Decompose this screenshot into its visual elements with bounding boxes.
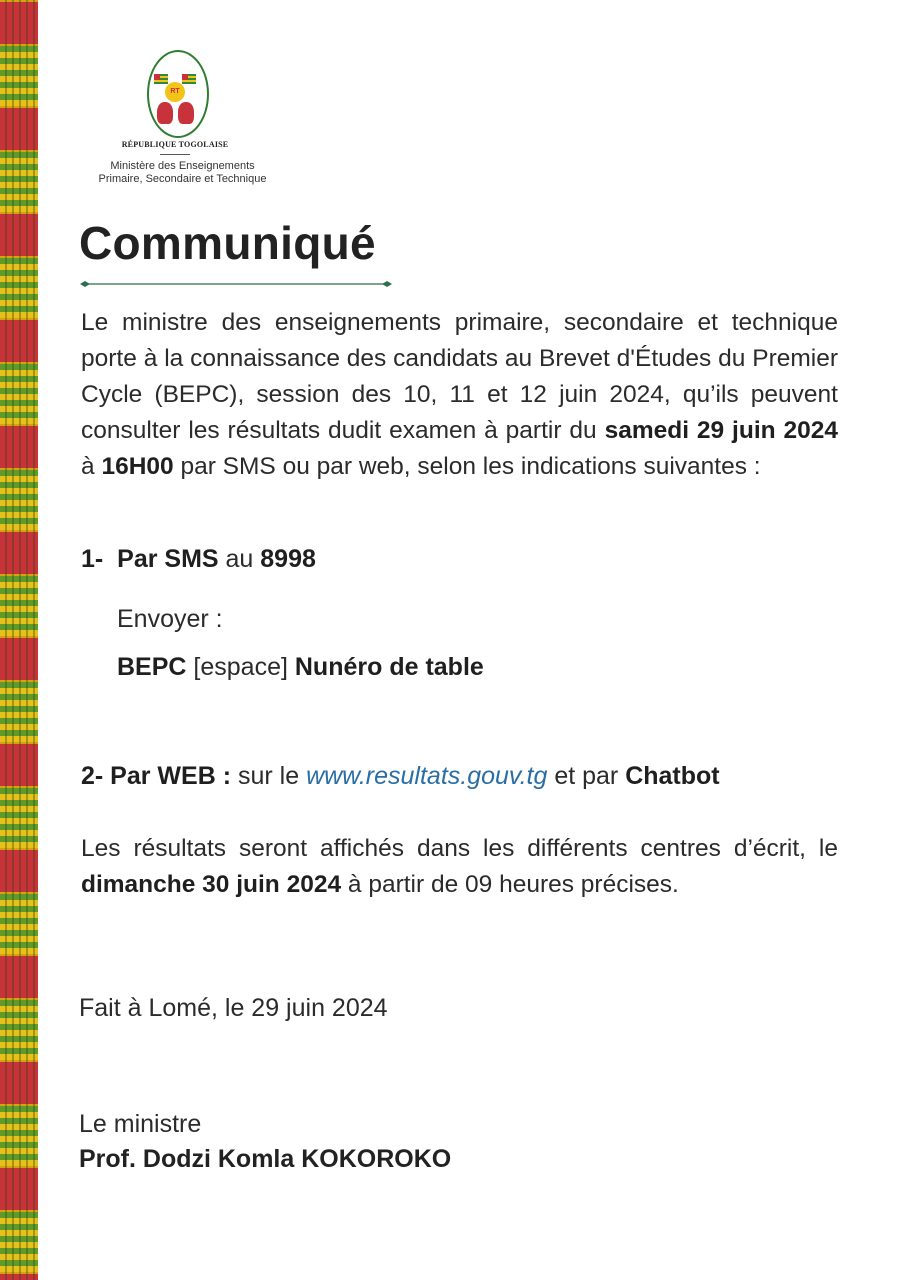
- sms-option: [81, 545, 316, 574]
- flag-icon: [154, 74, 168, 84]
- web-label: 2- Par WEB :: [81, 762, 232, 790]
- flag-icon: [182, 74, 196, 84]
- results-date: samedi 29 juin 2024: [604, 417, 839, 444]
- sms-label: Par SMS: [117, 545, 219, 573]
- sms-number-label: 1-: [81, 545, 104, 573]
- title-underline: [80, 280, 392, 288]
- signatory-name: Prof. Dodzi Komla KOKOROKO: [79, 1145, 452, 1173]
- web-pre: sur le: [231, 762, 307, 790]
- sms-format: [117, 653, 484, 682]
- results-website-link[interactable]: www.resultats.gouv.tg: [306, 762, 548, 790]
- intro-paragraph: [81, 305, 838, 485]
- signatory-role: Le ministre: [79, 1110, 202, 1138]
- sms-keyword: BEPC: [117, 653, 187, 681]
- emblem-divider: [160, 154, 190, 155]
- ministry-line-1: Ministère des Enseignements: [110, 160, 255, 172]
- send-instruction: Envoyer :: [117, 605, 223, 633]
- country-name: RÉPUBLIQUE TOGOLAISE: [121, 140, 229, 149]
- sms-connector: au: [218, 545, 261, 573]
- ministry-name: [80, 160, 285, 186]
- page-title: Communiqué: [79, 217, 376, 269]
- chatbot-label: Chatbot: [625, 762, 720, 790]
- web-mid: et par: [547, 762, 626, 790]
- intro-text: Le ministre des enseignements primaire, secondaire et technique porte à la connaissance des candidats au Brevet d'Études du Premier Cycle (BEPC), session des 10, 11 et 12 juin 2024, qu’ils peuvent consulter les résultats dudit examen à partir du: [81, 309, 838, 444]
- lion-icon: [157, 102, 173, 124]
- sms-space: [espace]: [186, 653, 295, 681]
- shield-icon: RT: [165, 82, 185, 102]
- display-date: dimanche 30 juin 2024: [81, 871, 342, 898]
- intro-end: par SMS ou par web, selon les indications suivantes :: [173, 453, 761, 480]
- sms-table-number: Nunéro de table: [294, 653, 484, 681]
- decorative-side-border: [0, 0, 38, 1280]
- place-and-date: Fait à Lomé, le 29 juin 2024: [79, 994, 388, 1022]
- lion-icon: [178, 102, 194, 124]
- sms-short-code: 8998: [260, 545, 316, 573]
- ministry-emblem: [80, 46, 290, 191]
- intro-connector: à: [81, 453, 102, 480]
- results-time: 16H00: [101, 453, 174, 480]
- display-text: Les résultats seront affichés dans les différents centres d’écrit, le: [81, 835, 838, 862]
- ministry-line-2: Primaire, Secondaire et Technique: [98, 173, 267, 185]
- web-option: [81, 762, 720, 791]
- display-end: à partir de 09 heures précises.: [341, 871, 679, 898]
- display-paragraph: [81, 831, 838, 903]
